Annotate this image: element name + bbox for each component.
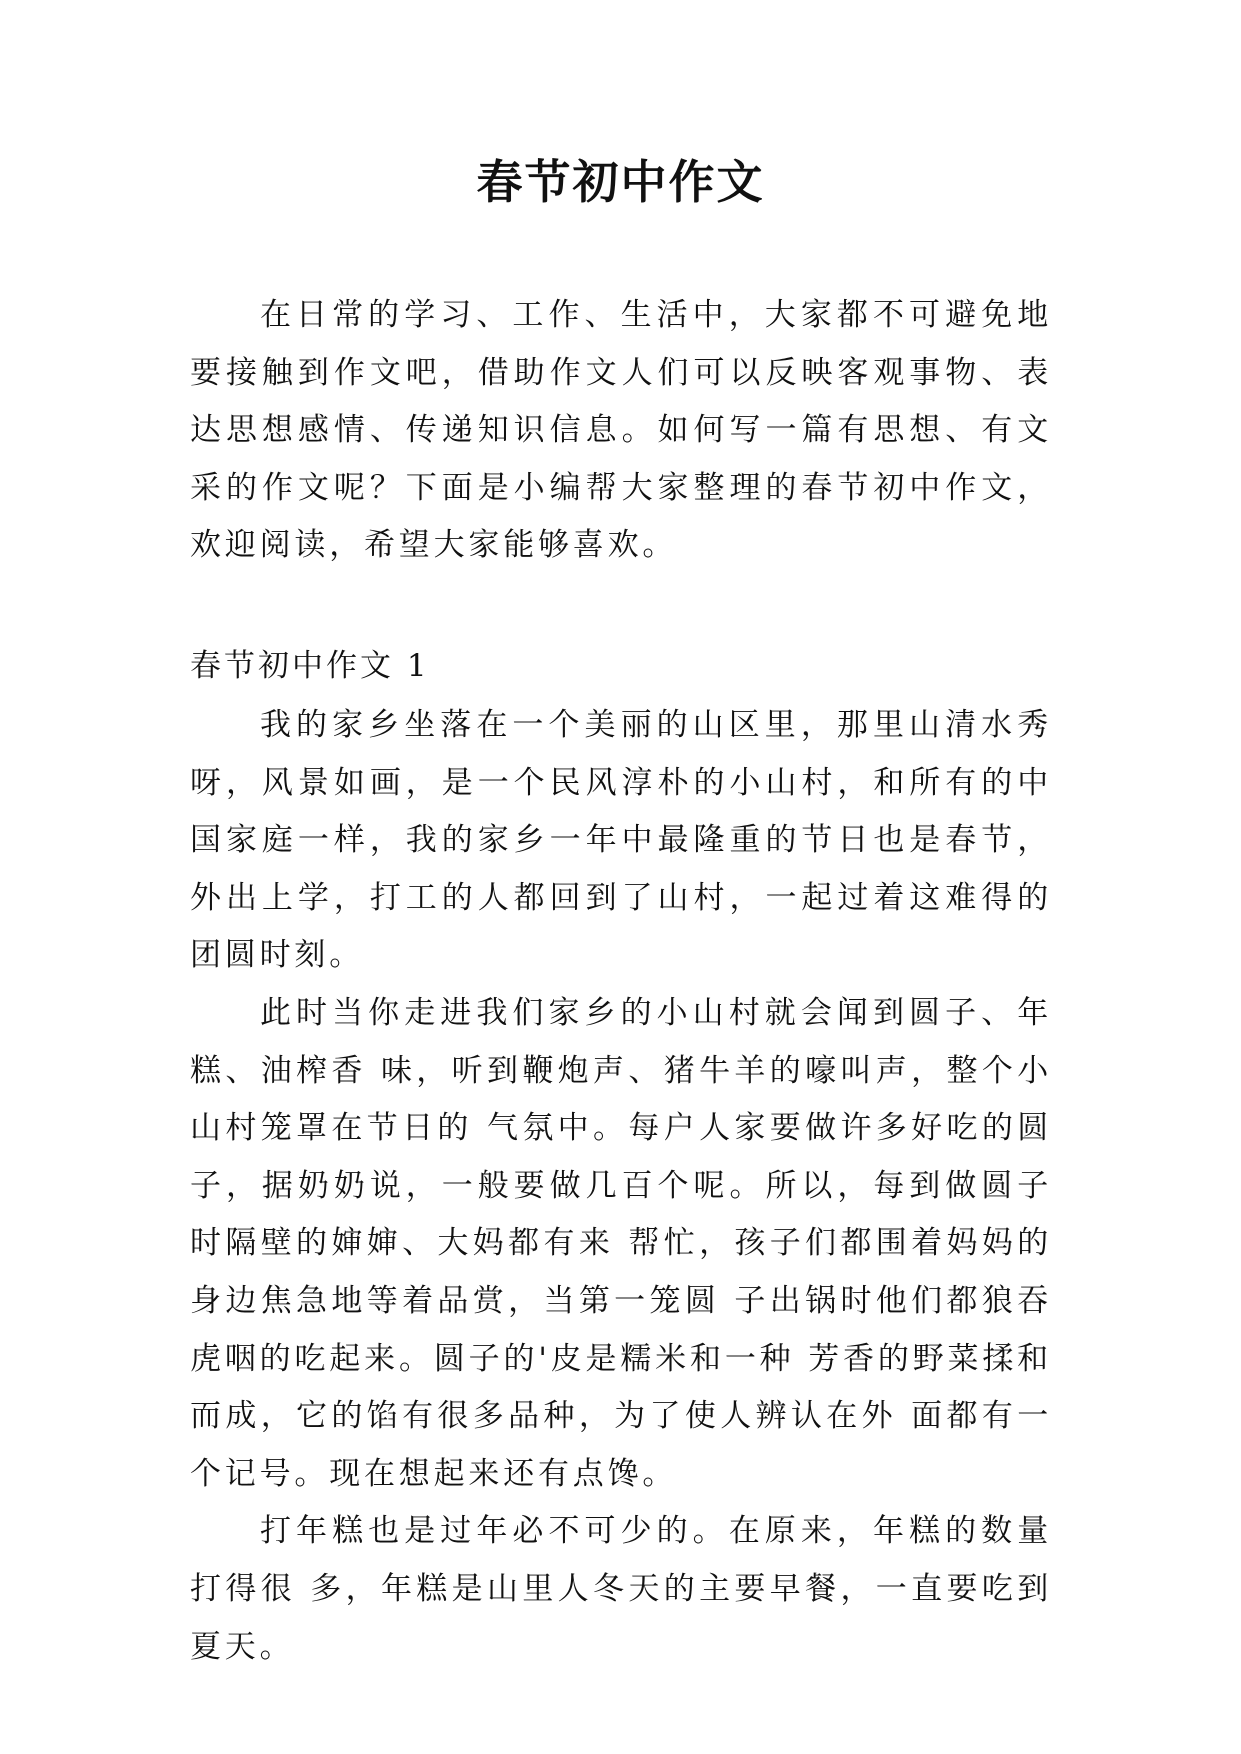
essay-body: [190, 697, 1052, 1676]
section-heading: 春节初中作文 1: [190, 648, 430, 684]
essay-paragraph-2: 此时当你走进我们家乡的小山村就会闻到圆子、年糕、油榨香 味，听到鞭炮声、猪牛羊的嚎叫声，整个小山村笼罩在节日的 气氛中。每户人家要做许多好吃的圆子，据奶奶说，一般要做几百个呢。所以，每到做圆子时隔壁的婶婶、大妈都有来 帮忙，孩子们都围着妈妈的身边焦急地等着品赏，当第一笼圆 子出锅时他们都狼吞虎咽的吃起来。圆子的'皮是糯米和一种 芳香的野菜揉和而成，它的馅有很多品种，为了使人辨认在外 面都有一个记号。现在想起来还有点馋。: [190, 994, 1052, 1492]
essay-paragraph-1: 我的家乡坐落在一个美丽的山区里，那里山清水秀呀，风景如画，是一个民风淳朴的小山村，和所有的中国家庭一样，我的家乡一年中最隆重的节日也是春节，外出上学，打工的人都回到了山村，一起过着这难得的团圆时刻。: [190, 707, 1052, 974]
intro-paragraph: 在日常的学习、工作、生活中，大家都不可避免地要接触到作文吧，借助作文人们可以反映客观事物、表达思想感情、传递知识信息。如何写一篇有思想、有文采的作文呢？下面是小编帮大家整理的春节初中作文，欢迎阅读，希望大家能够喜欢。: [190, 297, 1052, 564]
document-title: 春节初中作文: [476, 155, 765, 209]
essay-paragraph-3: 打年糕也是过年必不可少的。在原来，年糕的数量打得很 多，年糕是山里人冬天的主要早餐，一直要吃到夏天。: [190, 1513, 1052, 1665]
